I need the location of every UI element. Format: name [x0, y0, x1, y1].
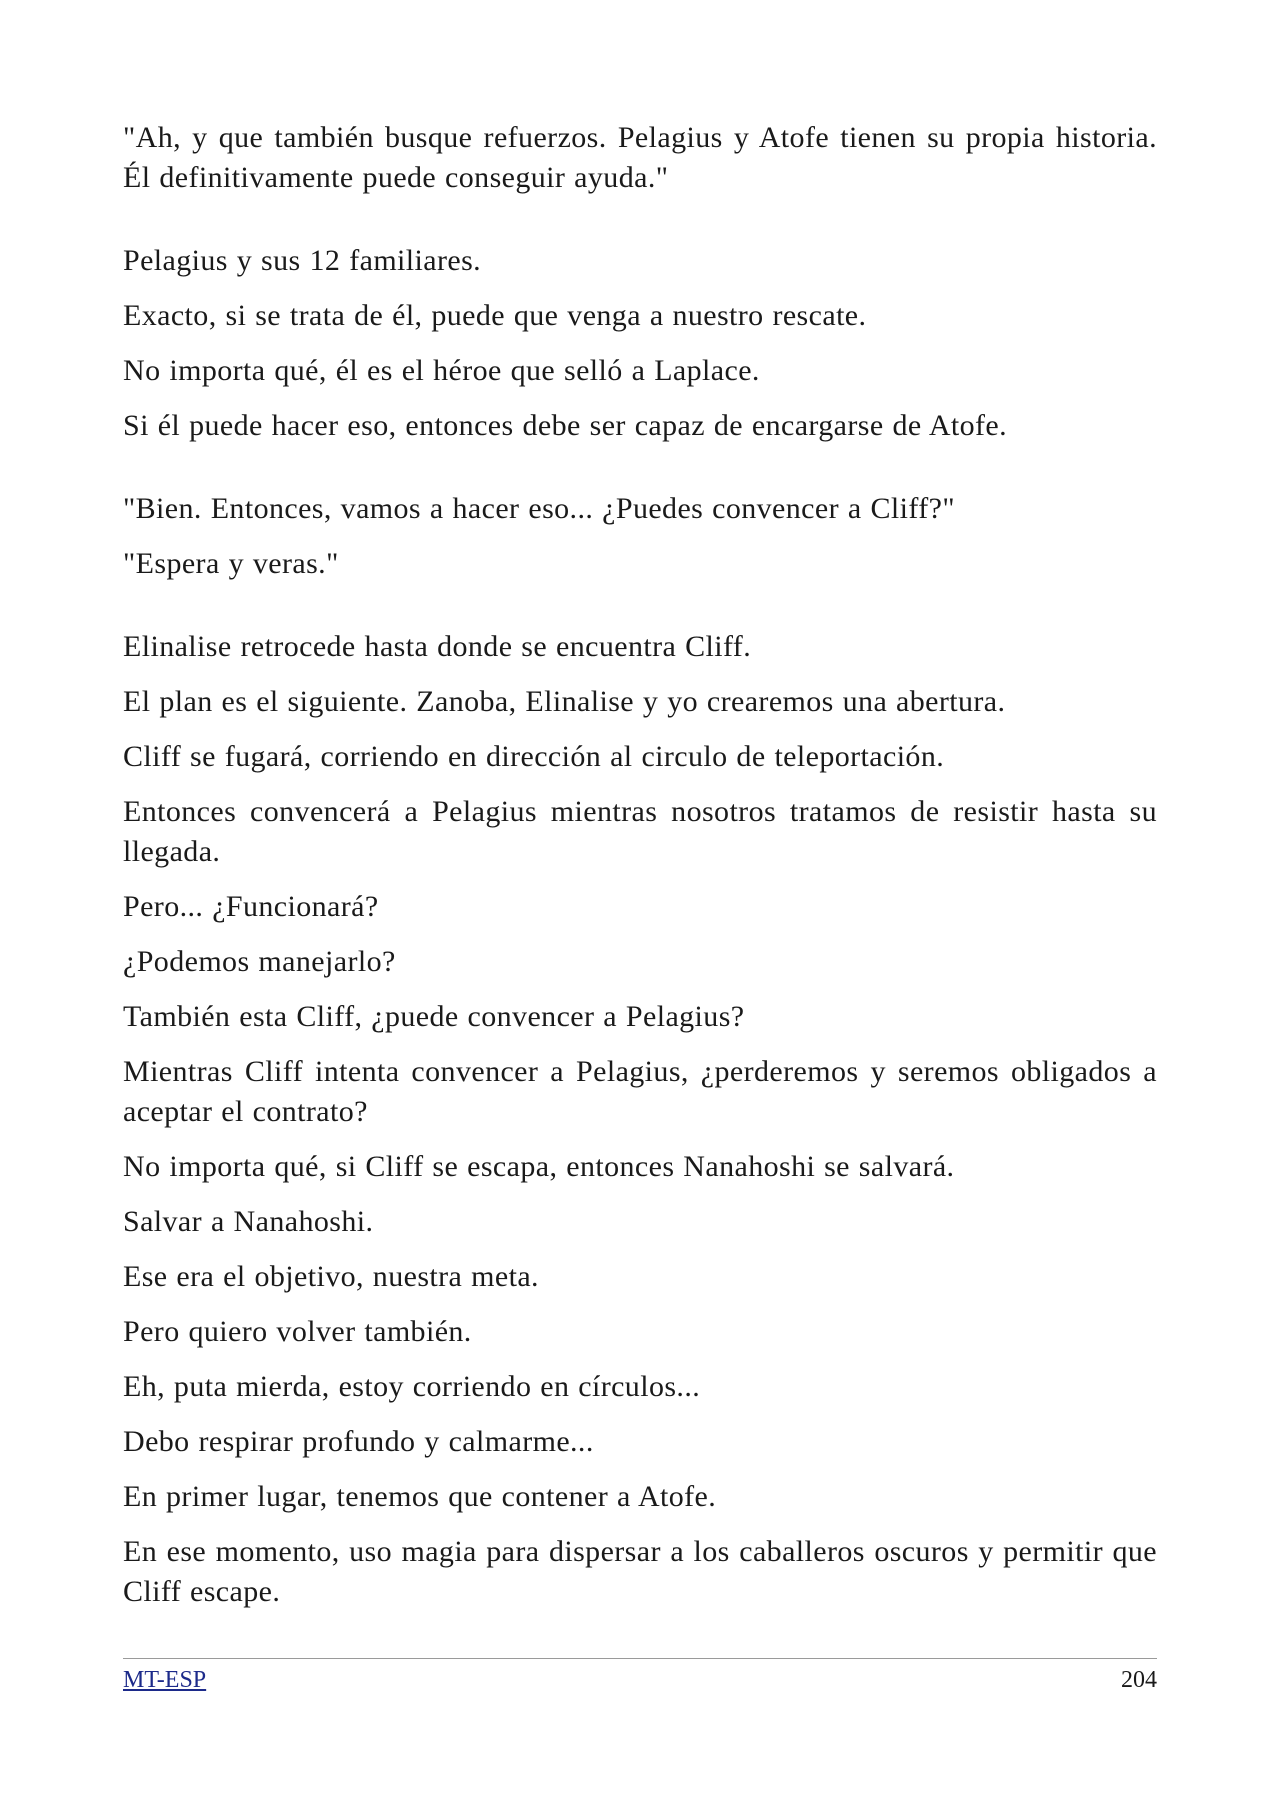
- paragraph: Salvar a Nanahoshi.: [123, 1205, 374, 1238]
- paragraph: "Bien. Entonces, vamos a hacer eso... ¿Puedes convencer a Cliff?": [123, 492, 955, 525]
- paragraph: "Ah, y que también busque refuerzos. Pelagius y Atofe tienen su propia historia. Él definitivamente puede conseguir ayuda.": [123, 121, 1157, 194]
- paragraph: "Espera y veras.": [123, 547, 339, 580]
- paragraph: Exacto, si se trata de él, puede que venga a nuestro rescate.: [123, 299, 867, 332]
- paragraph: Mientras Cliff intenta convencer a Pelagius, ¿perderemos y seremos obligados a aceptar el contrato?: [123, 1055, 1157, 1128]
- paragraph: Debo respirar profundo y calmarme...: [123, 1425, 594, 1458]
- page-footer: [123, 1658, 1157, 1695]
- paragraph: Eh, puta mierda, estoy corriendo en círculos...: [123, 1370, 701, 1403]
- paragraph: Si él puede hacer eso, entonces debe ser capaz de encargarse de Atofe.: [123, 409, 1008, 442]
- paragraph: Pero... ¿Funcionará?: [123, 890, 379, 923]
- page-body: [123, 118, 1157, 1612]
- page-number: 204: [1121, 1667, 1157, 1693]
- paragraph: Pero quiero volver también.: [123, 1315, 472, 1348]
- paragraph: Entonces convencerá a Pelagius mientras nosotros tratamos de resistir hasta su llegada.: [123, 795, 1157, 868]
- paragraph: El plan es el siguiente. Zanoba, Elinalise y yo crearemos una abertura.: [123, 685, 1006, 718]
- paragraph: Pelagius y sus 12 familiares.: [123, 244, 482, 277]
- paragraph: En ese momento, uso magia para dispersar a los caballeros oscuros y permitir que Cliff escape.: [123, 1535, 1157, 1608]
- paragraph: Elinalise retrocede hasta donde se encuentra Cliff.: [123, 630, 752, 663]
- paragraph: En primer lugar, tenemos que contener a Atofe.: [123, 1480, 717, 1513]
- paragraph: También esta Cliff, ¿puede convencer a Pelagius?: [123, 1000, 745, 1033]
- footer-site-link[interactable]: MT-ESP: [123, 1667, 207, 1693]
- paragraph: Ese era el objetivo, nuestra meta.: [123, 1260, 539, 1293]
- paragraph: No importa qué, si Cliff se escapa, entonces Nanahoshi se salvará.: [123, 1150, 955, 1183]
- paragraph: No importa qué, él es el héroe que selló a Laplace.: [123, 354, 760, 387]
- paragraph: Cliff se fugará, corriendo en dirección al circulo de teleportación.: [123, 740, 945, 773]
- paragraph: ¿Podemos manejarlo?: [123, 945, 396, 978]
